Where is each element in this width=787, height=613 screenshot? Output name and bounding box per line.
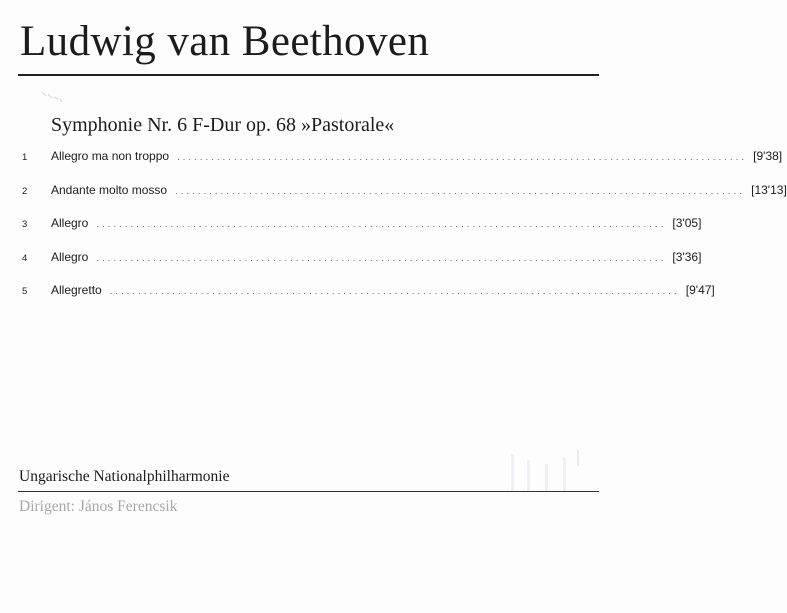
track-number: 1 xyxy=(22,152,28,163)
track-duration: [3'36] xyxy=(672,249,702,264)
track-title: Allegro xyxy=(51,249,89,264)
track-row xyxy=(22,216,702,250)
conductor-credit: Dirigent: János Ferencsik xyxy=(19,498,178,515)
dot-leader: .................................................................................................... xyxy=(96,219,667,229)
track-row xyxy=(22,249,702,284)
dot-leader: .................................................................................................... xyxy=(177,152,748,162)
dot-leader: .................................................................................................... xyxy=(96,252,667,263)
faint-bleedthrough-mark xyxy=(507,448,599,496)
track-title: Andante molto mosso xyxy=(51,182,168,197)
track-title: Allegro ma non troppo xyxy=(51,149,170,163)
track-number: 3 xyxy=(22,219,28,230)
track-row xyxy=(22,283,715,317)
scan-speck-mark xyxy=(40,90,64,104)
track-duration: [9'47] xyxy=(685,283,715,297)
track-row xyxy=(22,149,783,183)
track-row xyxy=(22,182,787,217)
track-duration: [9'38] xyxy=(753,149,783,163)
track-number: 4 xyxy=(22,252,28,264)
dot-leader: .................................................................................................... xyxy=(109,286,680,296)
bottom-divider xyxy=(18,491,599,492)
track-title: Allegretto xyxy=(51,283,102,297)
work-title: Symphonie Nr. 6 F-Dur op. 68 »Pastorale« xyxy=(51,114,395,136)
track-number: 2 xyxy=(22,185,28,197)
ensemble-name: Ungarische Nationalphilharmonie xyxy=(19,468,230,485)
dot-leader: .................................................................................................... xyxy=(175,185,746,196)
track-duration: [13'13] xyxy=(751,182,787,197)
track-duration: [3'05] xyxy=(672,216,702,230)
top-divider xyxy=(18,74,599,76)
track-number: 5 xyxy=(22,286,28,297)
track-list xyxy=(22,149,787,317)
track-title: Allegro xyxy=(51,216,89,230)
composer-heading: Ludwig van Beethoven xyxy=(20,18,430,65)
